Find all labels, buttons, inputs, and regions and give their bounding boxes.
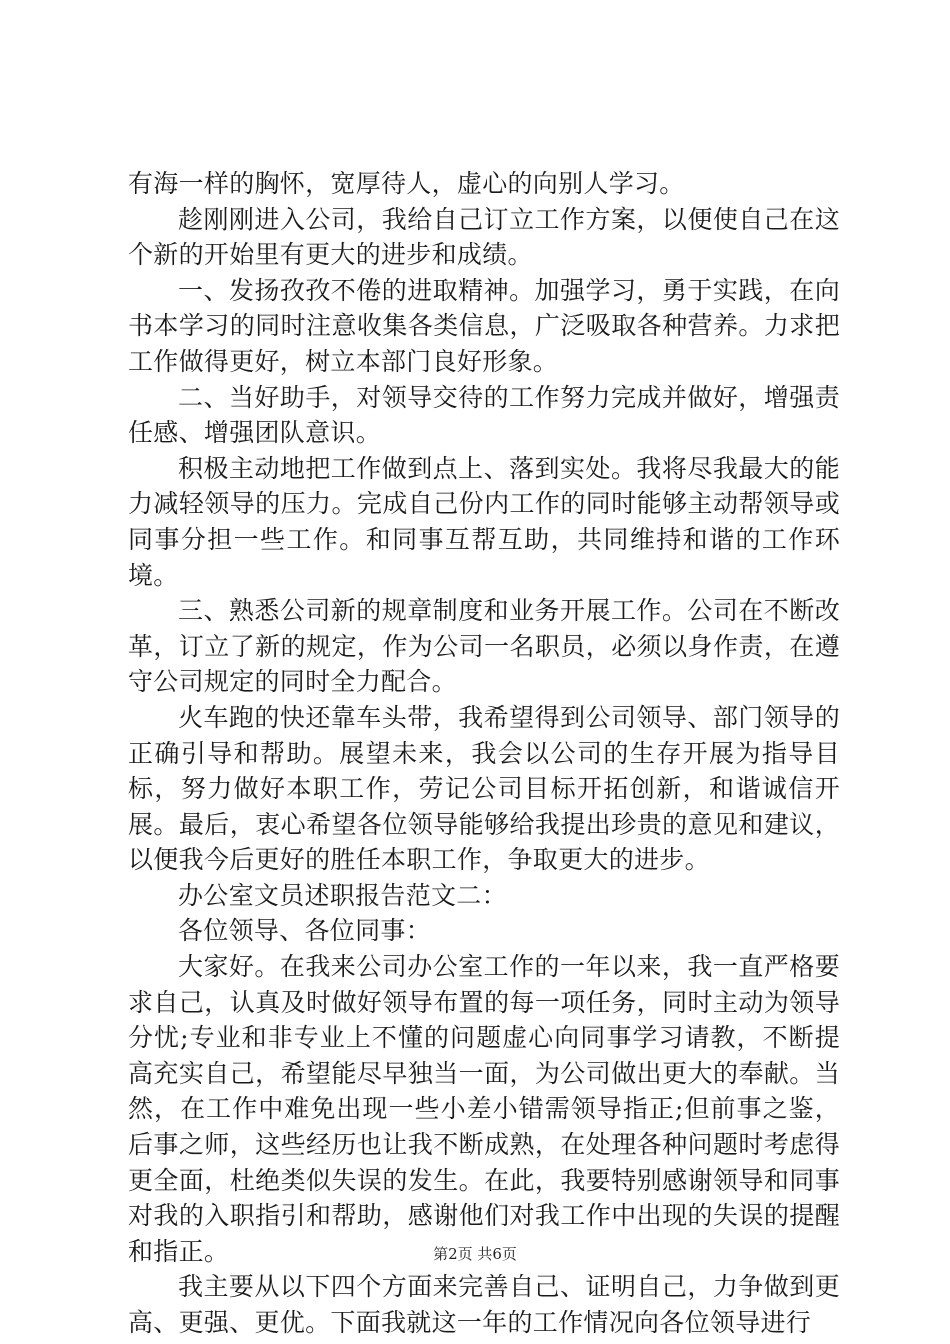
paragraph-work-plan: 趁刚刚进入公司，我给自己订立工作方案，以便使自己在这个新的开始里有更大的进步和成绩。 [128, 204, 840, 270]
section-heading: 办公室文员述职报告范文二： [178, 880, 507, 910]
page-footer: 第2页 共6页 [433, 1245, 517, 1263]
paragraph-point-two: 二、当好助手，对领导交待的工作努力完成并做好，增强责任感、增强团队意识。 [128, 382, 840, 448]
salutation: 各位领导、各位同事： [178, 916, 432, 946]
paragraph-point-three: 三、熟悉公司新的规章制度和业务开展工作。公司在不断改革，订立了新的规定，作为公司一名职员，必须以身作责，在遵守公司规定的同时全力配合。 [128, 596, 840, 697]
paragraph-four-aspects: 我主要从以下四个方面来完善自己、证明自己，力争做到更高、更强、更优。下面我就这一年的工作情况向各位领导进行 [128, 1272, 840, 1337]
document-body [128, 166, 840, 1341]
paragraph-greeting: 大家好。在我来公司办公室工作的一年以来，我一直严格要求自己，认真及时做好领导布置的每一项任务，同时主动为领导分忧;专业和非专业上不懂的问题虚心向同事学习请教，不断提高充实自己，希望能尽早独当一面，为公司做出更大的奉献。当然，在工作中难免出现一些小差小错需领导指正;但前事之鉴，后事之师，这些经历也让我不断成熟，在处理各种问题时考虑得更全面，杜绝类似失误的发生。在此，我要特别感谢领导和同事对我的入职指引和帮助，感谢他们对我工作中出现的失误的提醒和指正。 [128, 952, 840, 1266]
paragraph-continuation: 有海一样的胸怀，宽厚待人，虚心的向别人学习。 [128, 169, 685, 198]
paragraph-point-one: 一、发扬孜孜不倦的进取精神。加强学习，勇于实践，在向书本学习的同时注意收集各类信息，广泛吸取各种营养。力求把工作做得更好，树立本部门良好形象。 [128, 275, 840, 376]
paragraph-initiative: 积极主动地把工作做到点上、落到实处。我将尽我最大的能力减轻领导的压力。完成自己份内工作的同时能够主动帮领导或同事分担一些工作。和同事互帮互助，共同维持和谐的工作环境。 [128, 453, 840, 590]
paragraph-outlook: 火车跑的快还靠车头带，我希望得到公司领导、部门领导的正确引导和帮助。展望未来，我会以公司的生存开展为指导目标，努力做好本职工作，劳记公司目标开拓创新，和谐诚信开展。最后，衷心希望各位领导能够给我提出珍贵的意见和建议，以便我今后更好的胜任本职工作，争取更大的进步。 [128, 702, 840, 875]
